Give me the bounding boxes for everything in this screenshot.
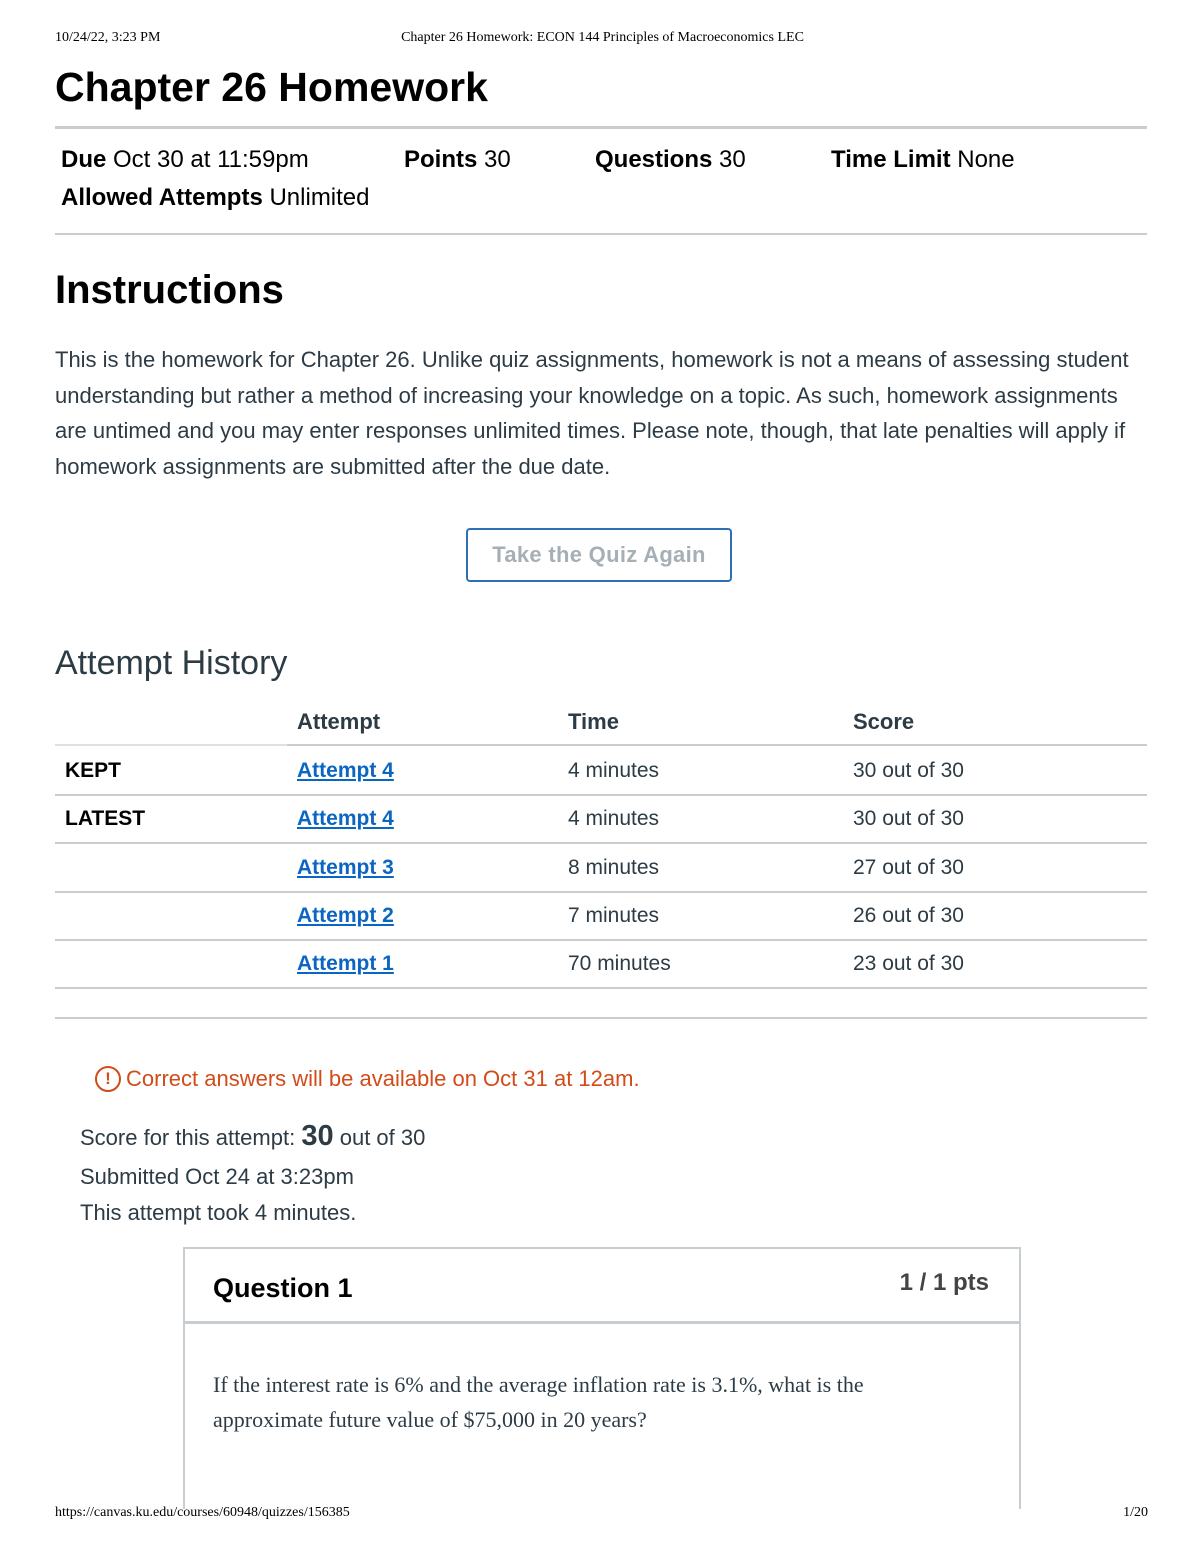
instructions-text: This is the homework for Chapter 26. Unlike quiz assignments, homework is not a means of assessing student understanding but rather a method of increasing your knowledge on a topic. As such, homework assignments are untimed and you may enter responses unlimited times. Please note, though, that late penalties will apply if homework assignments are submitted after the due date. — [55, 347, 1129, 479]
row-label: LATEST — [65, 807, 146, 830]
points-value: 30 — [484, 146, 511, 173]
print-footer — [55, 1505, 1148, 1525]
question-card — [183, 1247, 1021, 1509]
row-divider — [55, 987, 1147, 989]
correct-answers-notice — [95, 1066, 640, 1092]
row-divider — [55, 842, 1147, 844]
attempt-score-summary — [80, 1120, 425, 1153]
row-divider — [55, 891, 1147, 893]
column-header-score: Score — [853, 709, 915, 734]
attempt-link[interactable]: Attempt 4 — [297, 759, 394, 782]
attempt-score: 27 out of 30 — [853, 856, 964, 879]
question-header — [185, 1249, 1019, 1324]
attempt-link-cell — [297, 904, 394, 928]
question-points: 1 / 1 pts — [899, 1269, 989, 1296]
header-divider-left — [55, 744, 287, 746]
questions-label: Questions — [595, 146, 713, 173]
row-divider — [55, 794, 1147, 796]
column-header-attempt: Attempt — [297, 709, 381, 734]
history-divider — [55, 1017, 1147, 1019]
attempt-score: 23 out of 30 — [853, 952, 964, 975]
time-limit-value: None — [957, 146, 1015, 173]
attempt-time: 4 minutes — [568, 759, 660, 782]
attempt-score: 30 out of 30 — [853, 759, 964, 782]
attempt-score: 30 out of 30 — [853, 807, 964, 830]
points-label: Points — [404, 146, 478, 173]
row-divider — [55, 939, 1147, 941]
instructions-heading: Instructions — [55, 268, 284, 312]
print-header — [55, 30, 1150, 50]
attempt-time: 7 minutes — [568, 904, 660, 927]
attempt-history-heading: Attempt History — [55, 644, 288, 682]
attempt-link-cell — [297, 856, 394, 880]
attempt-time: 8 minutes — [568, 856, 660, 879]
attempt-link[interactable]: Attempt 1 — [297, 952, 394, 975]
attempts-label: Allowed Attempts — [61, 184, 263, 211]
print-datetime: 10/24/22, 3:23 PM — [55, 30, 161, 45]
due-date — [61, 146, 309, 174]
header-divider — [287, 744, 1147, 746]
attempt-score: 26 out of 30 — [853, 904, 964, 927]
score-suffix: out of 30 — [339, 1125, 426, 1150]
time-limit-label: Time Limit — [831, 146, 951, 173]
page-title: Chapter 26 Homework — [55, 64, 488, 110]
print-document-title: Chapter 26 Homework: ECON 144 Principles of Macroeconomics LEC — [401, 30, 804, 45]
questions-value: 30 — [719, 146, 746, 173]
points — [404, 146, 511, 174]
take-quiz-again-button[interactable]: Take the Quiz Again — [466, 528, 732, 582]
allowed-attempts — [61, 184, 370, 212]
notice-text: Correct answers will be available on Oct 31 at 12am. — [126, 1066, 640, 1091]
exclamation-circle-icon: ! — [95, 1066, 121, 1092]
score-value: 30 — [301, 1120, 334, 1152]
title-divider — [55, 126, 1147, 129]
question-title: Question 1 — [213, 1273, 353, 1303]
page-number: 1/20 — [1123, 1505, 1148, 1520]
time-limit — [831, 146, 1015, 174]
print-url: https://canvas.ku.edu/courses/60948/quizzes/156385 — [55, 1505, 350, 1520]
row-label: KEPT — [65, 759, 122, 782]
column-header-time: Time — [568, 709, 619, 734]
attempt-link-cell — [297, 759, 394, 783]
attempt-time: 4 minutes — [568, 807, 660, 830]
attempts-value: Unlimited — [269, 184, 370, 211]
attempt-link-cell — [297, 807, 394, 831]
questions-count — [595, 146, 746, 174]
attempt-duration: This attempt took 4 minutes. — [80, 1200, 357, 1225]
due-value: Oct 30 at 11:59pm — [113, 146, 309, 173]
attempt-link[interactable]: Attempt 4 — [297, 807, 394, 830]
attempt-link[interactable]: Attempt 3 — [297, 856, 394, 879]
question-text: If the interest rate is 6% and the average inflation rate is 3.1%, what is the approximate future value of $75,000 in 20 years? — [213, 1372, 864, 1432]
attempt-time: 70 minutes — [568, 952, 671, 975]
attempt-link[interactable]: Attempt 2 — [297, 904, 394, 927]
submitted-date: Submitted Oct 24 at 3:23pm — [80, 1164, 354, 1189]
due-label: Due — [61, 146, 107, 173]
score-prefix: Score for this attempt: — [80, 1125, 296, 1150]
attempt-link-cell — [297, 952, 394, 976]
meta-divider — [55, 233, 1147, 235]
